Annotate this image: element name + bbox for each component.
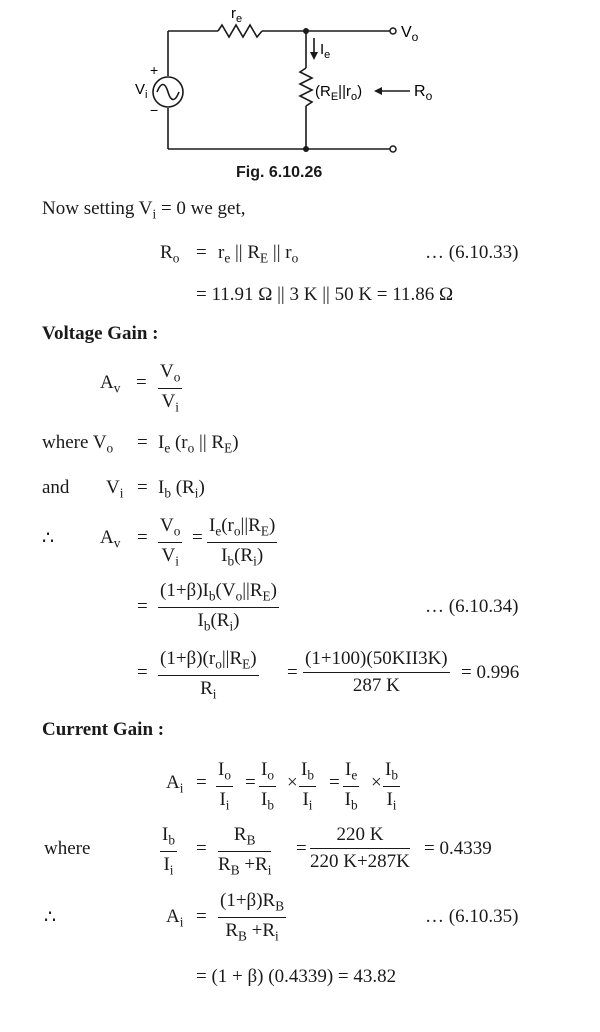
av-lhs: $A_v$ (100, 527, 121, 551)
equals-sign: = (245, 772, 256, 793)
rb-fraction: $\frac{R_B}{R_B +R_i}$ (218, 824, 272, 878)
ib-ii-fraction: $\frac{I_b}{I_i}$ (301, 759, 314, 813)
equals-sign: = (196, 838, 207, 859)
io-ii-fraction: $\frac{I_o}{I_i}$ (218, 759, 231, 813)
io-ib-fraction: $\frac{I_o}{I_b}$ (261, 759, 274, 813)
ro-lhs: $R_o$ (160, 242, 180, 266)
times-sign: × (287, 772, 298, 793)
ratio-value: = 0.4339 (424, 838, 492, 859)
ro-arrow-icon (374, 87, 382, 95)
re-ro-resistor (300, 68, 312, 106)
figure-caption: Fig. 6.10.26 (236, 164, 323, 181)
vo-vi-fraction: $\frac{V_o}{V_i}$ (160, 515, 181, 569)
and-vi-lhs: $V_i$ (106, 477, 124, 501)
ie-ib-fraction: $\frac{I_e(r_o||R_E)}{I_b(R_i)}$ (209, 515, 276, 569)
av-lhs: $A_v$ (100, 372, 121, 396)
equals-sign: = (296, 838, 307, 859)
equation-number: … (6.10.34) (425, 596, 519, 617)
equals-sign: = (137, 527, 148, 548)
equals-sign: = (137, 477, 148, 498)
equals-sign: = (196, 242, 207, 263)
equals-sign: = (137, 662, 148, 683)
and-label: and (42, 477, 70, 498)
plus-sign: + (150, 62, 159, 78)
where-vo-lhs: where $V_o$ (42, 432, 114, 456)
ie-label: $I_e$ (320, 41, 331, 61)
equals-sign: = (287, 662, 298, 683)
vo-label: $V_o$ (401, 24, 419, 44)
beta-ro-fraction: $\frac{(1+\beta)(r_o||R_E)}{R_i}$ (160, 648, 257, 702)
ib-ii2-fraction: $\frac{I_b}{I_i}$ (385, 759, 398, 813)
ro-rhs: $r_e$ || $R_E$ || $r_o$ (218, 242, 299, 266)
ro-value: = 11.91 Ω || 3 K || 50 K = 11.86 Ω (196, 284, 454, 305)
vo-vi-fraction: $\frac{V_o}{V_i}$ (160, 361, 181, 415)
circuit-figure (0, 0, 600, 190)
equation-number: … (6.10.35) (425, 906, 519, 927)
setting-line: Now setting $V_i = 0$ we get, (42, 198, 246, 222)
beta-rb-fraction: $\frac{(1+\beta)R_B}{R_B +R_i}$ (220, 890, 285, 944)
beta-ib-fraction: $\frac{(1+\beta)I_b(V_o||R_E)}{I_b(R_i)}$ (160, 580, 277, 634)
equals-sign: = (137, 432, 148, 453)
equals-sign: = (196, 772, 207, 793)
numeric-fraction: (1+100)(50KII3K) 287 K (305, 648, 448, 696)
where-label: where (44, 838, 91, 859)
where-vo-rhs: $I_e$ ($r_o$ || $R_E$) (158, 432, 239, 456)
ib-ii-ratio-fraction: $\frac{I_b}{I_i}$ (162, 824, 175, 878)
equation-number: … (6.10.33) (425, 242, 519, 263)
therefore-symbol: ∴ (44, 907, 57, 928)
current-gain-heading: Current Gain : (42, 719, 165, 740)
equals-sign: = (192, 527, 203, 548)
ie-ib2-fraction: $\frac{I_e}{I_b}$ (344, 759, 358, 813)
ai-lhs: $A_i$ (166, 906, 184, 930)
therefore-symbol: ∴ (42, 528, 55, 549)
minus-sign: − (150, 102, 159, 118)
ie-arrow-icon (310, 52, 318, 60)
vi-label: $V_i$ (135, 81, 148, 101)
ro-label: $R_o$ (414, 83, 433, 103)
and-vi-rhs: $I_b$ $(R_i)$ (158, 477, 205, 501)
equals-sign: = (329, 772, 340, 793)
ai-value: = (1 + β) (0.4339) = 43.82 (196, 966, 397, 987)
equals-sign: = (137, 596, 148, 617)
equals-sign: = (196, 906, 207, 927)
re-ro-label: $(R_E||r_o)$ (315, 83, 363, 103)
re-label: $r_e$ (231, 5, 243, 25)
k-fraction: $\frac{220 K}{220 K+287K}$ (310, 824, 410, 872)
times-sign: × (371, 772, 382, 793)
ai-lhs: $A_i$ (166, 772, 184, 796)
voltage-gain-heading: Voltage Gain : (42, 323, 159, 344)
equals-sign: = (136, 372, 147, 393)
re-resistor (218, 25, 262, 37)
av-value: = 0.996 (461, 662, 520, 683)
